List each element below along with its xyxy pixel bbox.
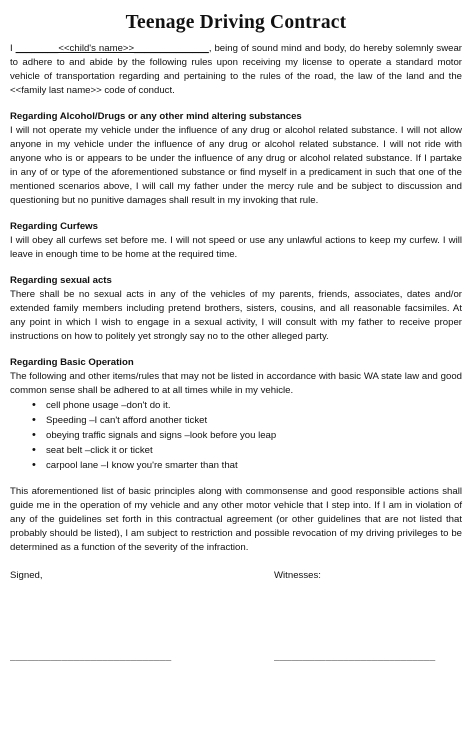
intro-lead: I — [10, 43, 13, 54]
closing-paragraph: This aforementioned list of basic principles along with commonsense and good responsible actions shall guide me in the operation of my vehicle and any other motor vehicle that I step into. If I am in violation of any of the guidelines set forth in this contractual agreement (or other guidelines that are not listed that probably should be listed), I am subject to restriction and possible revocation of my driving privileges to be determined as a function of the severity of the infraction. — [10, 486, 462, 553]
signature-labels — [10, 569, 462, 583]
intro-text: , being of sound mind and body, do hereby solemnly swear to adhere to and abide by the following rules upon receiving my license to operate a standard motor vehicle of transportation regarding and pertaining to the rules of the road, the law of the land and the <<family last name>> code of conduct. — [10, 43, 462, 96]
page-title: Teenage Driving Contract — [125, 12, 347, 33]
alcohol-section — [10, 110, 462, 208]
curfews-section — [10, 220, 462, 262]
signed-label: Signed, — [10, 570, 43, 581]
signed-line: ____________________________ — [10, 652, 172, 663]
curfews-body: I will obey all curfews set before me. I will not speed or use any unlawful actions to keep my curfew. I will leave in enough time to be home at the required time. — [10, 235, 462, 260]
intro-paragraph — [10, 42, 462, 98]
alcohol-heading: Regarding Alcohol/Drugs or any other mind altering substances — [10, 111, 302, 122]
list-item: • cell phone usage –don't do it. — [46, 398, 462, 413]
list-item: • carpool lane –I know you're smarter than that — [46, 458, 462, 473]
basic-section — [10, 356, 462, 473]
list-item: • obeying traffic signals and signs –look before you leap — [46, 428, 462, 443]
list-item: • Speeding –I can't afford another ticket — [46, 413, 462, 428]
alcohol-body: I will not operate my vehicle under the influence of any drug or alcohol related substance. I will not allow anyone in my vehicle under the influence of any drug or alcohol related substance. I will not ride with anyone who is or appears to be under the influence of any drug or alcohol related substance. If I partake in any of or type of the aforementioned substance or find myself in a predicament in such that one of the mentioned scenarios above, I will call my father under the mercy rule and be subject to discussion and questioning but no punitive damages shall result in my invoking that rule. — [10, 125, 462, 206]
sexual-heading: Regarding sexual acts — [10, 275, 112, 286]
basic-body: The following and other items/rules that may not be listed in accordance with basic WA state law and good common sense shall be adhered to at all times while in my vehicle. — [10, 371, 462, 396]
witnesses-label: Witnesses: — [274, 570, 321, 581]
curfews-heading: Regarding Curfews — [10, 221, 98, 232]
basic-heading: Regarding Basic Operation — [10, 357, 134, 368]
signature-lines — [10, 651, 462, 665]
contract-page — [0, 11, 474, 736]
witness-line: ____________________________ — [274, 652, 436, 663]
sexual-body: There shall be no sexual acts in any of the vehicles of my parents, friends, associates, dates and/or extended family members including pretend brothers, sisters, cousins, and all reasonable facsimiles. At any point in which I wish to engage in a sexual activity, I will consult with my father to receive proper instructions on how to politely yet strongly say no to the other alleged party. — [10, 289, 462, 342]
list-item: • seat belt –click it or ticket — [46, 443, 462, 458]
child-name-blank: ________<<child's name>>______________ — [15, 43, 209, 54]
sexual-section — [10, 274, 462, 344]
basic-rules-list — [10, 398, 462, 473]
